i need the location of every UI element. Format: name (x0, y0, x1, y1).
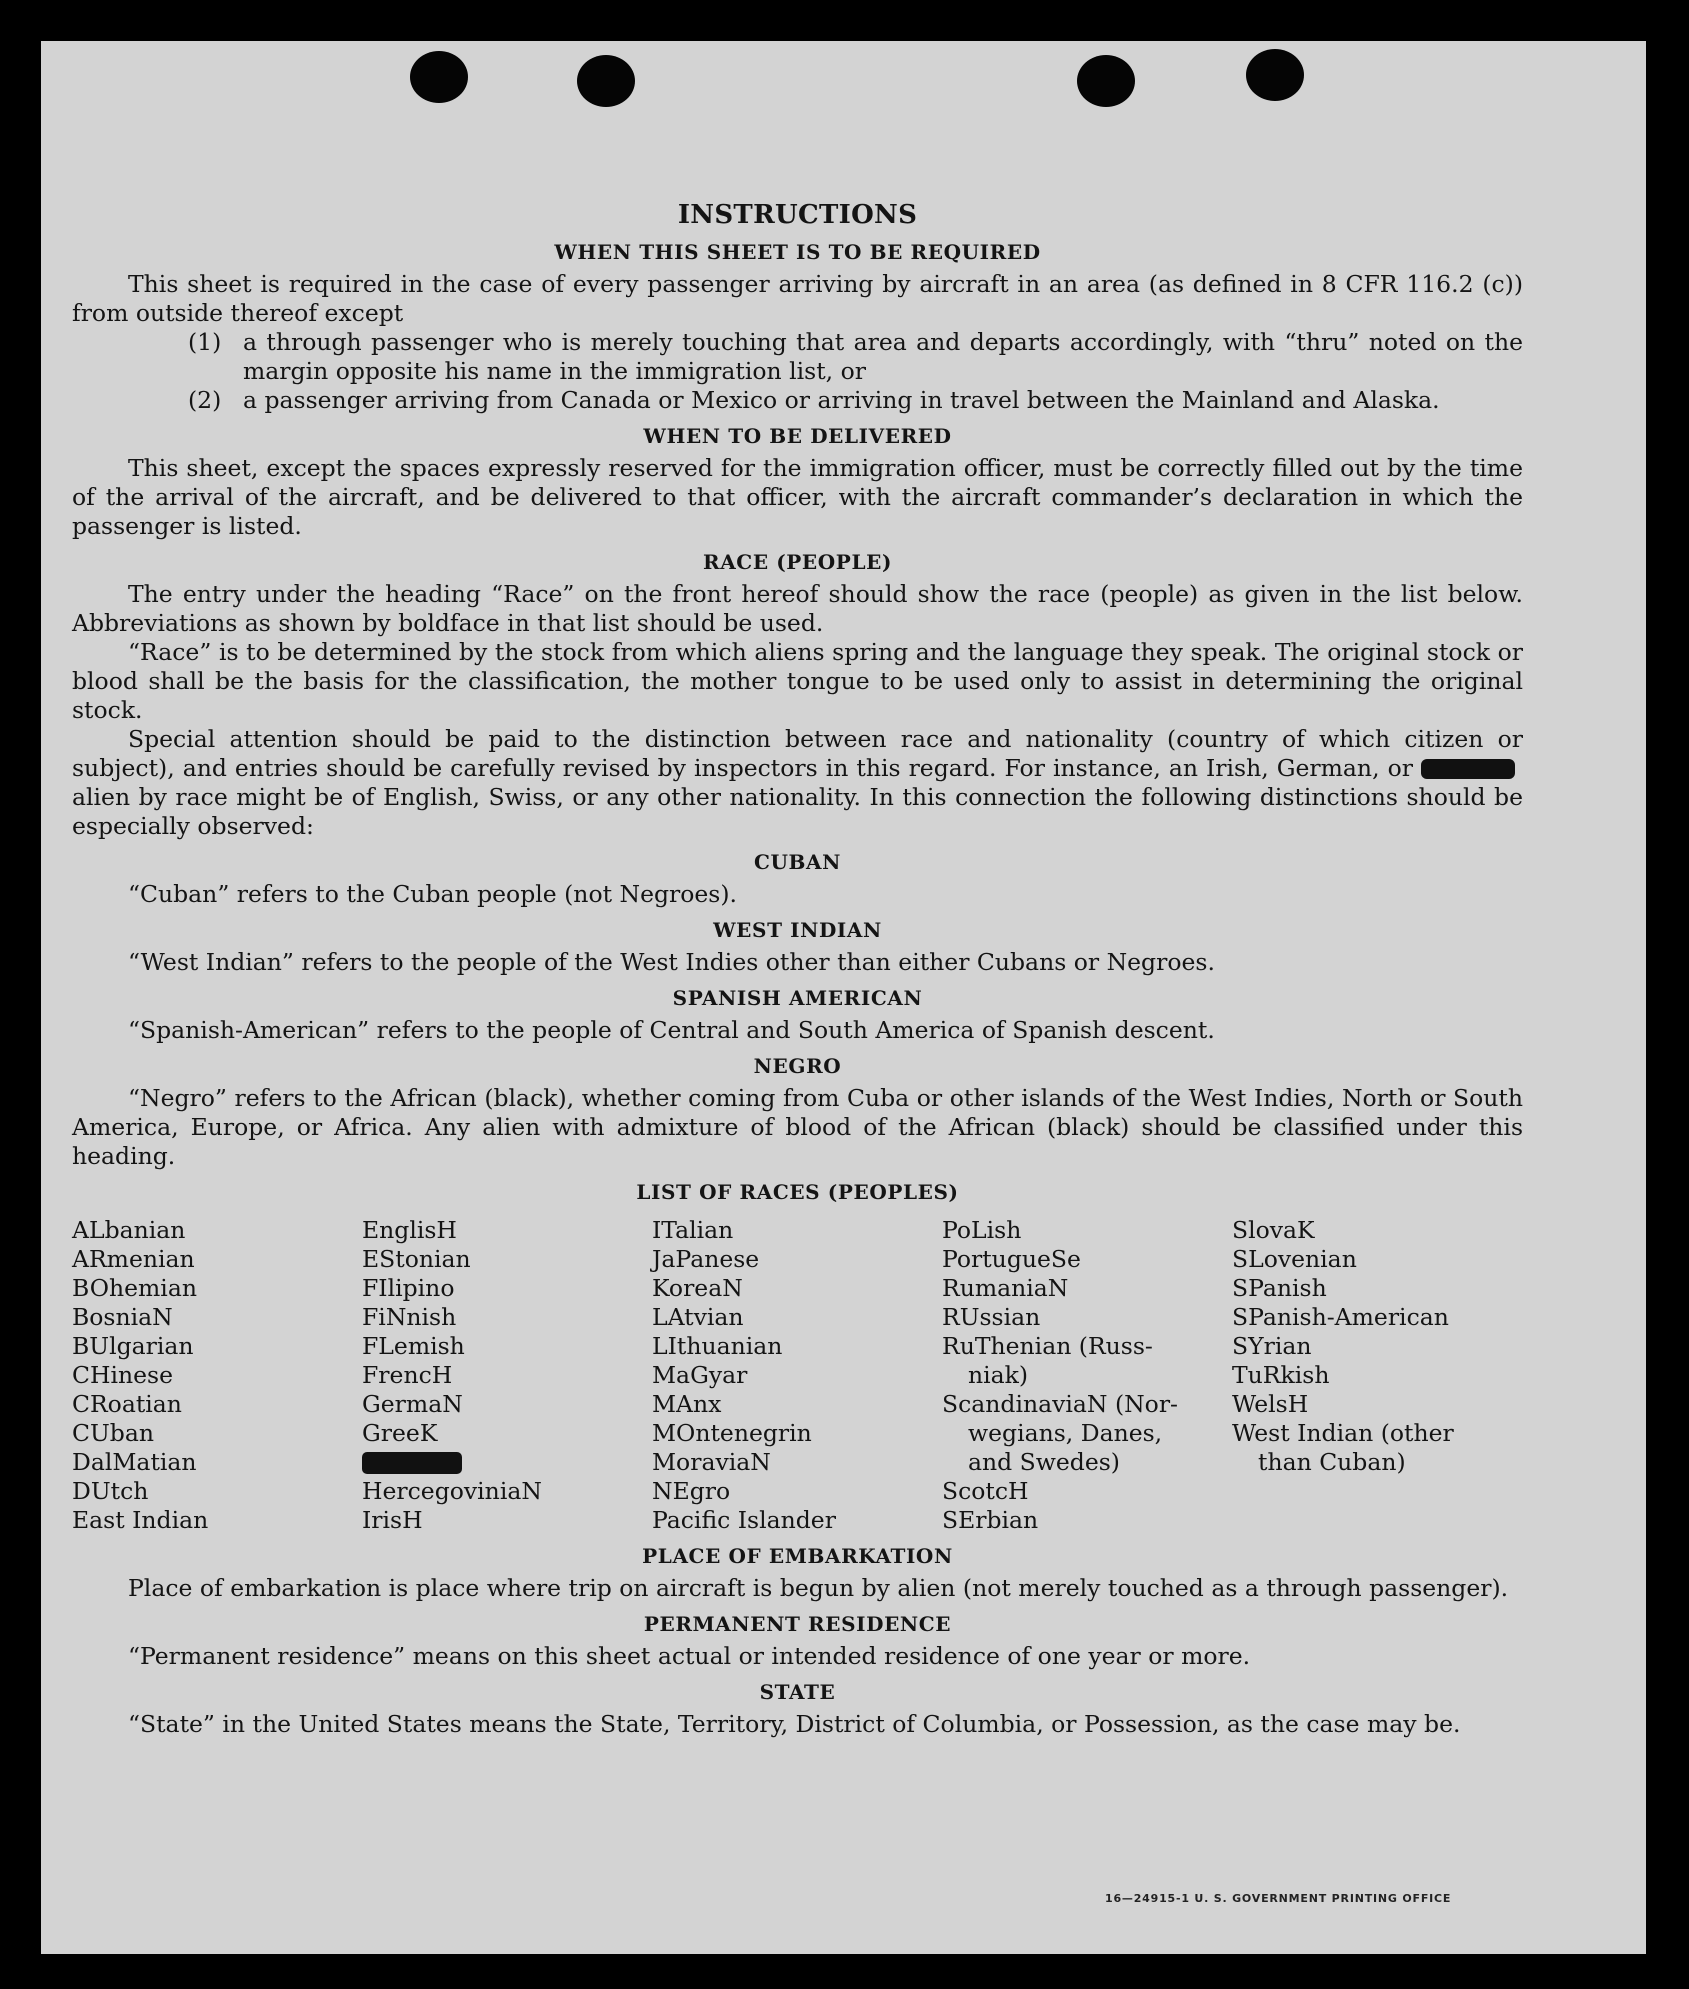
race-item: BUlgarian (72, 1332, 194, 1360)
cuban-text: “Cuban” refers to the Cuban people (not Negroes). (128, 880, 738, 908)
race-column-4 (942, 1216, 1232, 1535)
race-paragraph-3a: Special attention should be paid to the distinction between race and nationality (country of which citizen or subject), and entries should be carefully revised by inspectors in this regard. For instance, an Irish, German, or (72, 725, 1523, 782)
punch-hole (1246, 49, 1304, 101)
item-text: a passenger arriving from Canada or Mexico or arriving in travel between the Mainland and Alaska. (243, 386, 1440, 414)
race-item: ScotcH (942, 1477, 1029, 1505)
race-item: CRoatian (72, 1390, 182, 1418)
heading-race: RACE (PEOPLE) (702, 550, 893, 574)
race-item: ITalian (652, 1216, 734, 1244)
race-paragraph-1: The entry under the heading “Race” on the front hereof should show the race (people) as given in the list below. Abbreviations as shown by boldface in that list should be used. (72, 580, 1523, 637)
race-item: CHinese (72, 1361, 173, 1389)
item-number: (1) (188, 328, 222, 356)
exception-item-2 (188, 386, 1523, 415)
race-item: BosniaN (72, 1303, 173, 1331)
heading-state: STATE (759, 1680, 836, 1704)
race-item: LIthuanian (652, 1332, 783, 1360)
race-item: MoraviaN (652, 1448, 771, 1476)
race-item: JaPanese (652, 1245, 760, 1273)
heading-negro: NEGRO (753, 1054, 842, 1078)
redaction-mark (362, 1452, 462, 1474)
state-text: “State” in the United States means the State, Territory, District of Columbia, or Possession, as the case may be. (128, 1710, 1461, 1738)
item-text: a through passenger who is merely touching that area and departs accordingly, with “thru” noted on the margin opposite his name in the immigration list, or (243, 328, 1523, 385)
race-item-continued: wegians, Danes, (968, 1419, 1163, 1447)
race-item: IrisH (362, 1506, 423, 1534)
race-list (72, 1216, 1523, 1535)
race-item: HercegoviniaN (362, 1477, 542, 1505)
residence-text: “Permanent residence” means on this sheet actual or intended residence of one year or more. (128, 1642, 1251, 1670)
race-item: ALbanian (72, 1216, 186, 1244)
race-item: ARmenian (72, 1245, 195, 1273)
heading-spanish-american: SPANISH AMERICAN (672, 986, 923, 1010)
delivered-text: This sheet, except the spaces expressly reserved for the immigration officer, must be correctly filled out by the time of the arrival of the aircraft, and be delivered to that officer, with the aircraft commander’s declaration in which the passenger is listed. (72, 454, 1523, 540)
heading-cuban: CUBAN (753, 850, 842, 874)
race-item: Pacific Islander (652, 1506, 836, 1534)
race-item: BOhemian (72, 1274, 197, 1302)
race-item: ScandinaviaN (Nor- (942, 1390, 1178, 1418)
exception-item-1 (188, 328, 1523, 386)
redaction-mark (1421, 759, 1515, 779)
race-item: CUban (72, 1419, 154, 1447)
race-item: WelsH (1232, 1390, 1309, 1418)
heading-embarkation: PLACE OF EMBARKATION (642, 1544, 953, 1568)
printing-office-imprint: 16—24915-1 U. S. GOVERNMENT PRINTING OFFICE (1105, 1892, 1452, 1905)
race-column-5 (1232, 1216, 1522, 1535)
race-item: NEgro (652, 1477, 731, 1505)
race-column-2 (362, 1216, 652, 1535)
race-item-redacted (362, 1448, 652, 1477)
race-item: PoLish (942, 1216, 1022, 1244)
spanish-american-text: “Spanish-American” refers to the people of Central and South America of Spanish descent. (128, 1016, 1215, 1044)
punch-hole (577, 55, 635, 107)
race-item-continued: niak) (968, 1361, 1029, 1389)
race-item-continued: and Swedes) (968, 1448, 1120, 1476)
race-paragraph-3 (72, 725, 1523, 841)
race-item: SYrian (1232, 1332, 1312, 1360)
punch-hole (410, 51, 468, 103)
race-item: KoreaN (652, 1274, 743, 1302)
race-item: FIlipino (362, 1274, 455, 1302)
race-item: GreeK (362, 1419, 438, 1447)
race-item: West Indian (other (1232, 1419, 1454, 1447)
race-item: FrencH (362, 1361, 453, 1389)
race-item: RuThenian (Russ- (942, 1332, 1153, 1360)
race-item: RUssian (942, 1303, 1041, 1331)
race-item: FiNnish (362, 1303, 457, 1331)
negro-text: “Negro” refers to the African (black), whether coming from Cuba or other islands of the West Indies, North or South America, Europe, or Africa. Any alien with admixture of blood of the African (black) should be classified under this heading. (72, 1084, 1523, 1170)
race-item: DalMatian (72, 1448, 197, 1476)
race-item: DUtch (72, 1477, 149, 1505)
item-number: (2) (188, 386, 222, 414)
race-item: SErbian (942, 1506, 1039, 1534)
race-item: PortugueSe (942, 1245, 1081, 1273)
race-item-continued: than Cuban) (1258, 1448, 1406, 1476)
race-column-1 (72, 1216, 362, 1535)
page-title: INSTRUCTIONS (677, 200, 918, 230)
punch-hole (1077, 55, 1135, 107)
heading-list-of-races: LIST OF RACES (PEOPLES) (636, 1180, 959, 1204)
race-item: GermaN (362, 1390, 463, 1418)
race-item: SlovaK (1232, 1216, 1315, 1244)
race-item: SPanish (1232, 1274, 1327, 1302)
race-item: MAnx (652, 1390, 722, 1418)
race-item: LAtvian (652, 1303, 744, 1331)
race-item: SPanish-American (1232, 1303, 1449, 1331)
race-column-3 (652, 1216, 942, 1535)
heading-west-indian: WEST INDIAN (713, 918, 882, 942)
heading-required: WHEN THIS SHEET IS TO BE REQUIRED (554, 240, 1041, 264)
required-intro: This sheet is required in the case of every passenger arriving by aircraft in an area (as defined in 8 CFR 116.2 (c)) from outside thereof except (72, 270, 1523, 327)
heading-delivered: WHEN TO BE DELIVERED (643, 424, 952, 448)
race-item: MaGyar (652, 1361, 748, 1389)
race-item: MOntenegrin (652, 1419, 812, 1447)
document-page (41, 41, 1646, 1954)
race-paragraph-3b: alien by race might be of English, Swiss, or any other nationality. In this connection the following distinctions should be especially observed: (72, 783, 1523, 840)
race-item: EnglisH (362, 1216, 457, 1244)
race-item: TuRkish (1232, 1361, 1330, 1389)
race-item: FLemish (362, 1332, 465, 1360)
race-item: EStonian (362, 1245, 471, 1273)
embarkation-text: Place of embarkation is place where trip on aircraft is begun by alien (not merely touched as a through passenger). (128, 1574, 1509, 1602)
west-indian-text: “West Indian” refers to the people of the West Indies other than either Cubans or Negroes. (128, 948, 1215, 976)
race-paragraph-2: “Race” is to be determined by the stock from which aliens spring and the language they speak. The original stock or blood shall be the basis for the classification, the mother tongue to be used only to assist in determining the original stock. (72, 638, 1523, 724)
race-item: RumaniaN (942, 1274, 1069, 1302)
instructions-content (72, 159, 1523, 1739)
race-item: East Indian (72, 1506, 209, 1534)
heading-permanent-residence: PERMANENT RESIDENCE (643, 1612, 952, 1636)
race-item: SLovenian (1232, 1245, 1357, 1273)
